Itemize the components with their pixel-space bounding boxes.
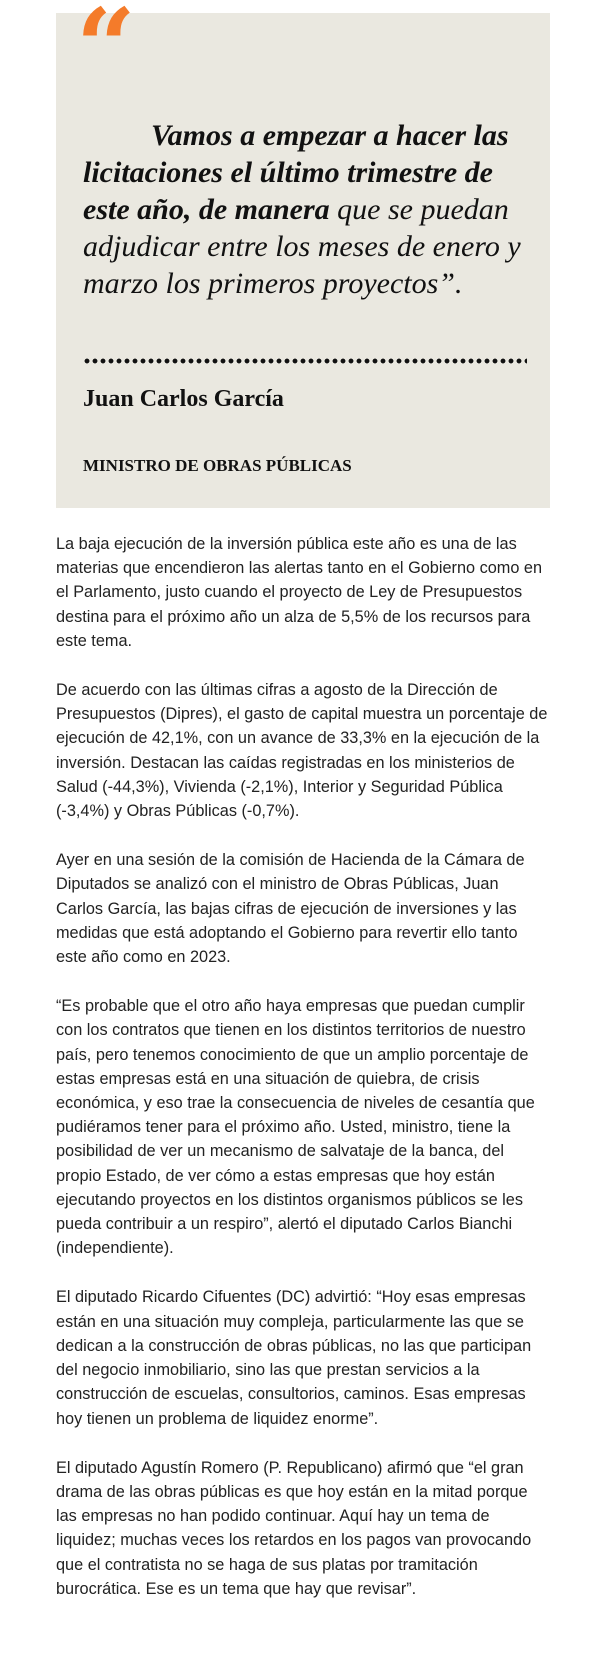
quote-author-role: MINISTRO DE OBRAS PÚBLICAS — [83, 456, 352, 475]
quote-mark-icon: “ — [76, 0, 136, 108]
article-body — [56, 532, 550, 1601]
article-paragraph: El diputado Agustín Romero (P. Republicano) afirmó que “el gran drama de las obras públicas es que hoy están en la mitad porque las empresas no han podido continuar. Aquí hay un tema de liquidez; muchas veces los retardos en los pagos van provocando que el contratista no se haga de sus platas por tramitación burocrática. Ese es un tema que hay que revisar”. — [56, 1458, 532, 1598]
quote-text — [83, 117, 533, 302]
article-paragraph: Ayer en una sesión de la comisión de Hacienda de la Cámara de Diputados se analizó con el ministro de Obras Públicas, Juan Carlos García, las bajas cifras de ejecución de inversiones y las medidas que está adoptando el Gobierno para revertir ello tanto este año como en 2023. — [56, 851, 525, 967]
quote-text-bold: Vamos a empezar a hacer las licitaciones el último trimestre de este año, de manera — [83, 119, 509, 226]
article-paragraph: La baja ejecución de la inversión pública este año es una de las materias que encendieron las alertas tanto en el Gobierno como en el Parlamento, justo cuando el proyecto de Ley de Presupuestos destina para el próximo año un alza de 5,5% de los recursos para este tema. — [56, 535, 543, 650]
article-paragraph: “Es probable que el otro año haya empresas que puedan cumplir con los contratos que tienen en los distintos territorios de nuestro país, pero tenemos conocimiento de que un amplio porcentaje de estas empresas está en una situación de quiebra, de crisis económica, y eso trae la consecuencia de niveles de cesantía que pudiéramos tener para el próximo año. Usted, ministro, tiene la posibilidad de ver un mecanismo de salvataje de la banca, del propio Estado, de ver cómo a estas empresas que hoy están ejecutando proyectos en los distintos organismos públicos se les pueda contribuir a un respiro”, alertó el diputado Carlos Bianchi (independiente). — [56, 997, 535, 1258]
article-paragraph: De acuerdo con las últimas cifras a agosto de la Dirección de Presupuestos (Dipres), el gasto de capital muestra un porcentaje de ejecución de 42,1%, con un avance de 33,3% en la ejecución de la inversión. Destacan las caídas registradas en los ministerios de Salud (-44,3%), Vivienda (-2,1%), Interior y Seguridad Pública (-3,4%) y Obras Públicas (-0,7%). — [56, 681, 548, 821]
article-page — [56, 0, 550, 1626]
quote-text-regular: que se puedan adjudicar entre los meses de enero y marzo los primeros proyectos”. — [83, 193, 521, 300]
pull-quote — [56, 0, 550, 508]
dotted-divider — [83, 358, 527, 364]
article-paragraph: El diputado Ricardo Cifuentes (DC) advirtió: “Hoy esas empresas están en una situación muy compleja, particularmente las que se dedican a la construcción de obras públicas, no las que participan del negocio inmobiliario, sino las que prestan servicios a la construcción de escuelas, consultorios, caminos. Esas empresas hoy tienen un problema de liquidez enorme”. — [56, 1288, 532, 1428]
quote-author: Juan Carlos García — [83, 386, 284, 412]
